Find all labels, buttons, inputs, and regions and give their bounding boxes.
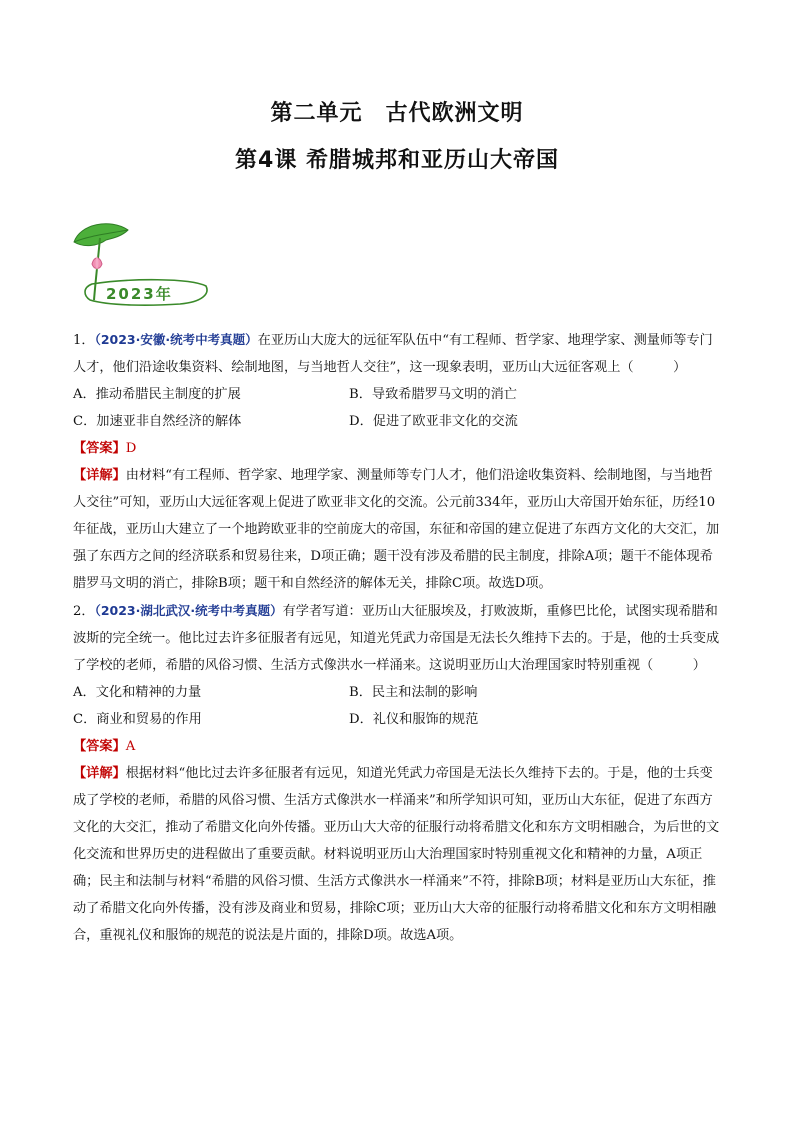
option-b: B．导致希腊罗马文明的消亡 [349, 387, 517, 402]
answer-line [73, 733, 725, 760]
option-a: A．推动希腊民主制度的扩展 [73, 387, 241, 402]
answer-tag: 【答案】 [73, 739, 126, 754]
option-grid [73, 381, 725, 435]
detail-text: 由材料“有工程师、哲学家、地理学家、测量师等专门人才，他们沿途收集资料、绘制地图，与当地哲人交往”可知，亚历山大远征客观上促进了欧亚非文化的交流。公元前334年，亚历山大帝国开始东征，历经10年征战，亚历山大建立了一个地跨欧亚非的空前庞大的帝国，东征和帝国的建立促进了东西方文化的大交汇，加强了东西方之间的经济联系和贸易往来，D项正确；题干没有涉及希腊的民主制度，排除A项；题干不能体现希腊罗马文明的消亡，排除B项；题干和自然经济的解体无关，排除C项。故选D项。 [73, 468, 720, 591]
question-text: 有学者写道：亚历山大征服埃及，打败波斯，重修巴比伦，试图实现希腊和波斯的完全统一。他比过去许多征服者有远见，知道光凭武力帝国是无法长久维持下去的。于是，他的士兵变成了学校的老师，希腊的风俗习惯、生活方式像洪水一样涌来。这说明亚历山大治理国家时特别重视（ ） [73, 604, 720, 673]
detail-paragraph [73, 760, 725, 949]
lesson-title: 第4课 希腊城邦和亚历山大帝国 [235, 148, 559, 173]
question-list [73, 326, 725, 949]
option-d: D．礼仪和服饰的规范 [349, 712, 479, 727]
option-a: A．文化和精神的力量 [73, 685, 202, 700]
question-text: 在亚历山大庞大的远征军队伍中“有工程师、哲学家、地理学家、测量师等专门人才，他们沿途收集资料、绘制地图，与当地哲人交往”，这一现象表明，亚历山大远征客观上（ ） [73, 333, 713, 375]
unit-title: 第二单元 古代欧洲文明 [270, 101, 524, 126]
detail-text: 根据材料“他比过去许多征服者有远见，知道光凭武力帝国是无法长久维持下去的。于是，他的士兵变成了学校的老师，希腊的风俗习惯、生活方式像洪水一样涌来”和所学知识可知，亚历山大东征，促进了东西方文化的大交汇，推动了希腊文化向外传播。亚历山大大帝的征服行动将希腊文化和东方文明相融合，为后世的文化交流和世界历史的进程做出了重要贡献。材料说明亚历山大治理国家时特别重视文化和精神的力量，A项正确；民主和法制与材料“希腊的风俗习惯、生活方式像洪水一样涌来”不符，排除B项；材料是亚历山大东征，推动了希腊文化向外传播，没有涉及商业和贸易，排除C项；亚历山大大帝的征服行动将希腊文化和东方文明相融合，重视礼仪和服饰的规范的说法是片面的，排除D项。故选A项。 [73, 766, 720, 943]
answer-value: A [125, 739, 136, 754]
detail-tag: 【详解】 [73, 766, 126, 781]
option-grid [73, 679, 725, 733]
option-c: C．商业和贸易的作用 [73, 712, 202, 727]
question-stem [73, 326, 725, 381]
answer-line [73, 435, 725, 462]
option-d: D．促进了欧亚非文化的交流 [349, 414, 518, 429]
question-source: （2023·湖北武汉·统考中考真题） [94, 603, 283, 618]
answer-tag: 【答案】 [73, 441, 126, 456]
option-b: B．民主和法制的影响 [349, 685, 478, 700]
answer-value: D [125, 441, 137, 456]
question-1 [73, 326, 725, 597]
question-2 [73, 597, 725, 949]
option-c: C．加速亚非自然经济的解体 [73, 414, 242, 429]
detail-paragraph [73, 462, 725, 597]
question-stem [73, 597, 725, 679]
year-badge-label: 2023年 [106, 285, 173, 303]
question-number: 1． [73, 333, 95, 348]
question-source: （2023·安徽·统考中考真题） [94, 332, 258, 347]
detail-tag: 【详解】 [73, 468, 126, 483]
question-number: 2． [73, 604, 95, 619]
